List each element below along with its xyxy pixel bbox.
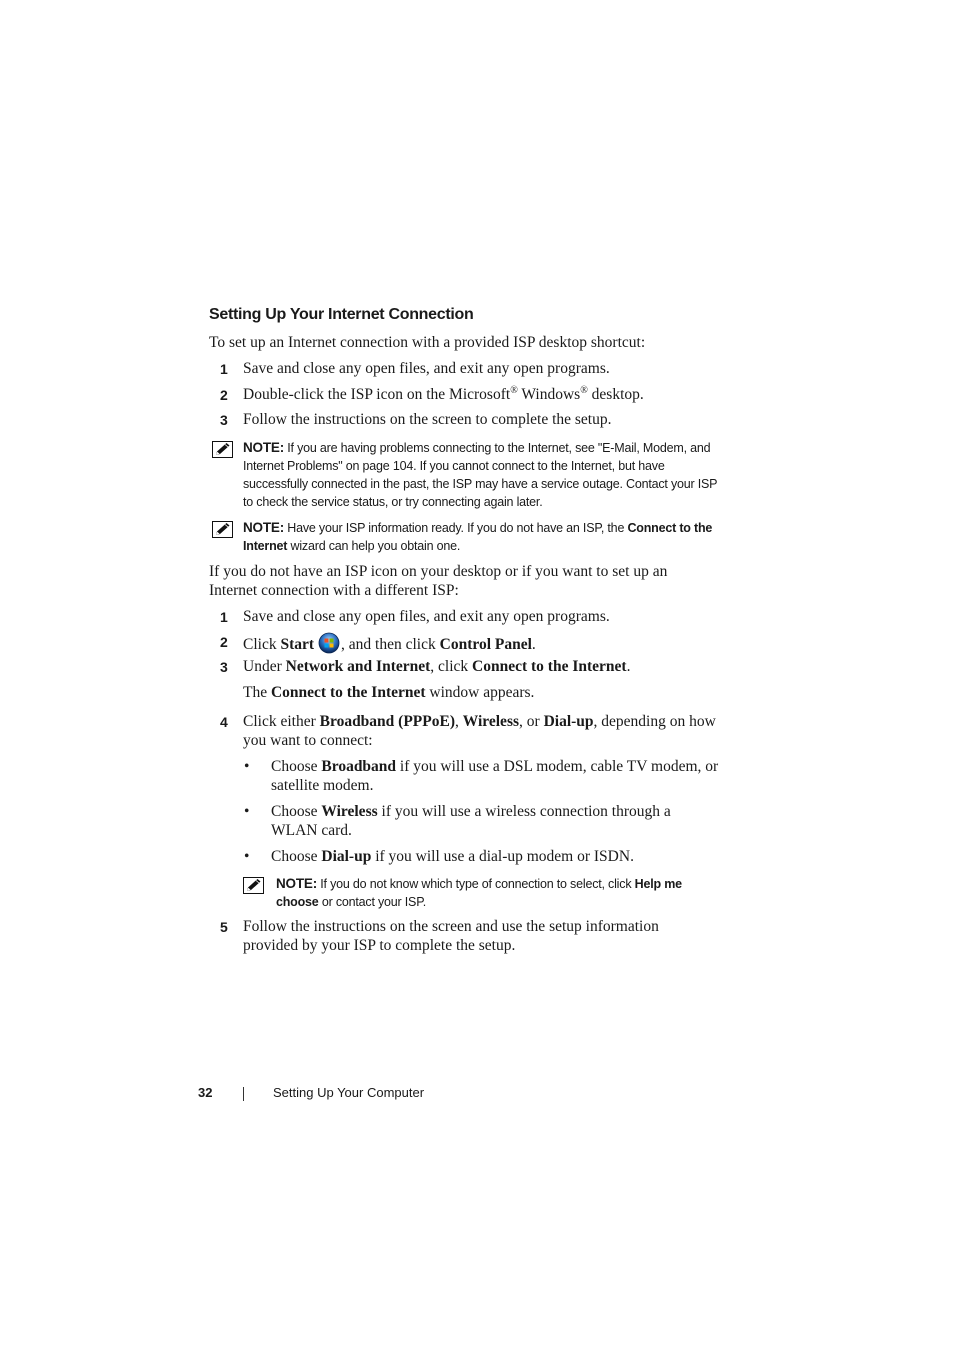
step-a1-text: Save and close any open files, and exit any open programs. [243,360,610,377]
footer-separator [243,1087,244,1101]
bullet-marker: • [244,758,250,775]
page-number: 32 [198,1085,213,1100]
alt-intro-text: If you do not have an ISP icon on your desktop or if you want to set up an Internet connection with a different ISP: [209,563,668,599]
note-pencil-icon [212,441,233,458]
step-b3-result: The Connect to the Internet window appears. [243,684,535,701]
step-b2-text: Click Start , and then click Control Panel. [243,632,536,654]
step-b5-text: Follow the instructions on the screen and use the setup information provided by your ISP to complete the setup. [243,918,659,954]
step-a1-number: 1 [220,361,228,377]
step-b2-number: 2 [220,634,228,650]
note-label: NOTE: [243,520,284,535]
note-2: NOTE: Have your ISP information ready. If you do not have an ISP, the Connect to the Internet wizard can help you obtain one. [243,520,713,553]
step-a2-text: Double-click the ISP icon on the Microsoft® Windows® desktop. [243,384,644,403]
step-b3-number: 3 [220,659,228,675]
note-label: NOTE: [276,876,317,891]
step-a3-text: Follow the instructions on the screen to complete the setup. [243,411,612,428]
bullet-marker: • [244,803,250,820]
step-b1-text: Save and close any open files, and exit any open programs. [243,608,610,625]
bullet-dialup: Choose Dial-up if you will use a dial-up modem or ISDN. [271,848,634,865]
step-b4-number: 4 [220,714,228,730]
note-pencil-icon [243,877,264,894]
intro-text: To set up an Internet connection with a provided ISP desktop shortcut: [209,334,646,351]
bullet-broadband: Choose Broadband if you will use a DSL modem, cable TV modem, or satellite modem. [271,758,719,794]
step-a2-number: 2 [220,387,228,403]
note-label: NOTE: [243,440,284,455]
note-3: NOTE: If you do not know which type of connection to select, click Help me choose or contact your ISP. [276,876,682,909]
section-heading: Setting Up Your Internet Connection [209,306,474,323]
bullet-marker: • [244,848,250,865]
footer-chapter-title: Setting Up Your Computer [273,1085,425,1100]
step-b3-text: Under Network and Internet, click Connect to the Internet. [243,658,631,675]
step-b5-number: 5 [220,919,228,935]
step-b1-number: 1 [220,609,228,625]
note-1: NOTE: If you are having problems connecting to the Internet, see "E-Mail, Modem, and Internet Problems" on page 104. If you cannot connect to the Internet, but have successfully connected in the past, the ISP may have a service outage. Contact your ISP to check the service status, or try connecting again later. [243,440,718,509]
windows-start-icon [318,632,340,654]
note-pencil-icon [212,521,233,538]
bullet-wireless: Choose Wireless if you will use a wireless connection through a WLAN card. [271,803,671,839]
step-a3-number: 3 [220,412,228,428]
step-b4-text: Click either Broadband (PPPoE), Wireless, or Dial-up, depending on how you want to connect: [243,713,716,749]
